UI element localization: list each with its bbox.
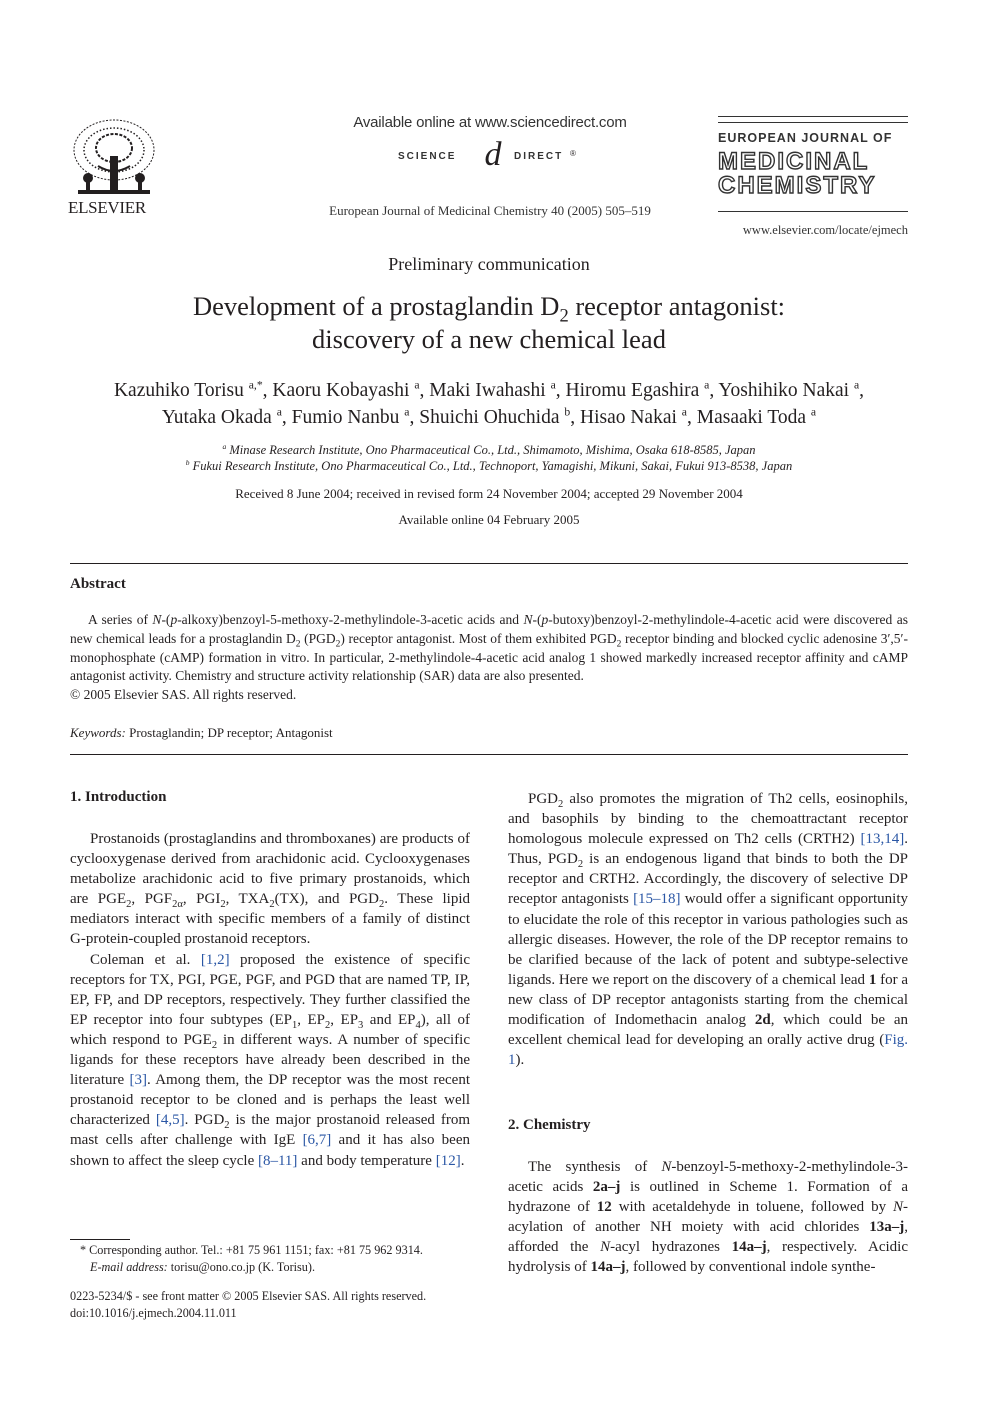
author-name: Kaoru Kobayashi [272, 380, 410, 401]
email-note: E-mail address: torisu@ono.co.jp (K. Torisu). [90, 1260, 315, 1274]
citation-link[interactable]: [3] [129, 1072, 147, 1089]
citation-link[interactable]: [6,7] [302, 1132, 332, 1149]
citation-link[interactable]: [13,14] [860, 831, 905, 848]
email-link[interactable]: torisu@ono.co.jp (K. Torisu). [167, 1260, 315, 1274]
author-name: Kazuhiko Torisu [113, 380, 244, 401]
sd-science-text: SCIENCE [398, 151, 457, 162]
available-online-text[interactable]: Available online at www.sciencedirect.com [353, 114, 627, 131]
right-column-body [508, 789, 908, 1070]
ejmc-title-line1: EUROPEAN JOURNAL OF [718, 131, 893, 145]
sd-d-mark-icon: d [484, 136, 502, 173]
author-name: Yutaka Okada [161, 407, 272, 428]
intro-paragraph-2: Coleman et al. [1,2] proposed the existence of specific receptors for TX, PGI, PGE, PGF, and PGD that are named TP, IP, EP, FP, and DP receptors, respectively. They further classified the EP receptor into four subtypes ($EP_1$, $EP_2$, $EP_3$ and $EP_4$), all of which respond to $PGE_2$ in different ways. A number of specific ligands for these receptors have already been described in the literature [3]. Among them, the DP receptor was the most recent prostanoid receptor to be cloned and is perhaps the least well characterized [4,5]. $PGD_2$ is the major prostanoid released from mast cells after challenge with IgE [6,7] and it has also been shown to affect the sleep cycle [8–11] and body temperature [12]. [70, 951, 471, 1169]
ejmc-top-rule-2 [718, 122, 908, 123]
available-online-date: Available online 04 February 2005 [398, 512, 580, 527]
divider-top [70, 563, 908, 564]
author-name: Hiromu Egashira [565, 380, 700, 401]
ejmc-bottom-rule [718, 211, 908, 212]
author-name: Hisao Nakai [579, 407, 677, 428]
received-dates: Received 8 June 2004; received in revised form 24 November 2004; accepted 29 November 2004 [235, 486, 743, 501]
article-title: Development of a prostaglandin $D_2$ receptor antagonist: discovery of a new chemical lead [192, 291, 786, 354]
corresponding-author-note: * Corresponding author. Tel.: +81 75 961 1151; fax: +81 75 962 9314. [80, 1243, 423, 1257]
footnote-rule [70, 1239, 130, 1240]
abstract-copyright: © 2005 Elsevier SAS. All rights reserved. [70, 687, 297, 703]
intro-paragraph-1: Prostanoids (prostaglandins and thromboxanes) are products of cyclooxygenase derived from arachidonic acid. Cyclooxygenases metabolize arachidonic acid to five primary prostanoids, which are $PGE_2$, $PGF_{2\alpha}$, $PGI_2$, $TXA_2(TX)$, and $PGD_2$. These lipid mediators interact with specific members of a family of distinct G-protein-coupled prostanoid receptors. [70, 831, 470, 948]
issn-line: 0223-5234/$ - see front matter © 2005 Elsevier SAS. All rights reserved. [70, 1289, 427, 1303]
affiliation-b: $^b$ Fukui Research Institute, Ono Pharmaceutical Co., Ltd., Technoport, Yamagishi, Mikuni, Sakai, Fukui 913-8538, Japan [185, 457, 793, 473]
author-line-2: Yutaka Okada $^a$, Fumio Nanbu $^a$, Shuichi Ohuchida $^b$, Hisao Nakai $^a$, Masaaki Toda $^a$ [161, 405, 817, 428]
doi-line[interactable]: doi:10.1016/j.ejmech.2004.11.011 [70, 1306, 237, 1320]
journal-citation: European Journal of Medicinal Chemistry 40 (2005) 505–519 [329, 203, 651, 218]
divider-bottom [70, 754, 908, 755]
sciencedirect-logo [398, 136, 588, 176]
author-name: Fumio Nanbu [291, 407, 400, 428]
author-name: Maki Iwahashi [429, 380, 546, 401]
author-list [0, 377, 978, 431]
chemistry-body [508, 1157, 908, 1278]
author-name: Masaaki Toda [696, 407, 807, 428]
citation-link[interactable]: [8–11] [257, 1152, 298, 1169]
citation-link[interactable]: [1,2] [200, 951, 230, 968]
elsevier-wordmark: ELSEVIER [68, 198, 146, 217]
sd-direct-text: DIRECT [514, 151, 564, 162]
citation-link[interactable]: [15–18] [633, 891, 681, 908]
sd-registered-mark: ® [570, 149, 576, 158]
journal-url-link[interactable]: www.elsevier.com/locate/ejmech [742, 223, 908, 237]
ejmc-title-line3: CHEMISTRY [718, 172, 877, 199]
right-paragraph-1: $PGD_2$ also promotes the migration of Th2 cells, eosinophils, and basophils by binding to the chemoattractant receptor homologous molecule expressed on Th2 cells (CRTH2) [13,14]. Thus, $PGD_2$ is an endogenous ligand that binds to both the DP receptor and CRTH2. Accordingly, the discovery of selective DP receptor antagonists [15–18] would offer a significant opportunity to elucidate the role of this receptor in various pathologies such as allergic diseases. However, the role of the DP receptor remains to be clarified because of the lack of potent and subtype-selective ligands. Here we report on the discovery of a chemical lead 1 for a new class of DP receptor antagonists starting from the chemical modification of Indomethacin analog 2d, which could be an excellent chemical lead for developing an orally active drug (Fig. 1). [508, 791, 909, 1069]
keywords: Keywords: Prostaglandin; DP receptor; Antagonist [70, 725, 333, 740]
intro-heading: 1. Introduction [70, 789, 167, 805]
chemistry-heading: 2. Chemistry [508, 1117, 591, 1133]
abstract-body: A series of N-(p-alkoxy)benzoyl-5-methoxy-2-methylindole-3-acetic acids and N-(p-butoxy)benzoyl-2-methylindole-4-acetic acid were discovered as new chemical leads for a prostaglandin $D_2$ $(PGD_2)$ receptor antagonist. Most of them exhibited $PGD_2$ receptor binding and blocked cyclic adenosine 3′,5′-monophosphate (cAMP) formation in vitro. In particular, 2-methylindole-4-acetic acid analog 1 showed markedly increased receptor affinity and cAMP antagonist activity. Chemistry and structure activity relationship (SAR) data are also presented. © 2005 Elsevier SAS. All rights reserved. [70, 611, 908, 705]
author-line-1: Kazuhiko Torisu $^{a,*}$, Kaoru Kobayashi $^a$, Maki Iwahashi $^a$, Hiromu Egashira $^a$, Yoshihiko Nakai $^a$, [113, 378, 865, 401]
figure-link[interactable]: Fig. 1 [508, 1032, 908, 1069]
elsevier-tree-logo [68, 116, 160, 200]
ejmc-top-rule [718, 116, 908, 117]
citation-link[interactable]: [4,5] [155, 1112, 185, 1129]
intro-body [70, 829, 470, 1171]
chemistry-paragraph-1: The synthesis of N-benzoyl-5-methoxy-2-methylindole-3-acetic acids 2a–j is outlined in Scheme 1. Formation of a hydrazone of 12 with acetaldehyde in toluene, followed by N-acylation of another NH moiety with acid chlorides 13a–j, afforded the N-acyl hydrazones 14a–j, respectively. Acidic hydrolysis of 14a–j, followed by conventional indole synthe- [508, 1159, 908, 1276]
article-type: Preliminary communication [388, 254, 590, 274]
ejmc-title-line2: MEDICINAL [718, 148, 870, 175]
author-name: Shuichi Ohuchida [419, 407, 560, 428]
author-name: Yoshihiko Nakai [718, 380, 850, 401]
affiliation-a: $^a$ Minase Research Institute, Ono Pharmaceutical Co., Ltd., Shimamoto, Mishima, Osaka 618-8585, Japan [222, 441, 756, 457]
citation-link[interactable]: [12] [435, 1152, 461, 1169]
abstract-heading: Abstract [70, 576, 126, 592]
